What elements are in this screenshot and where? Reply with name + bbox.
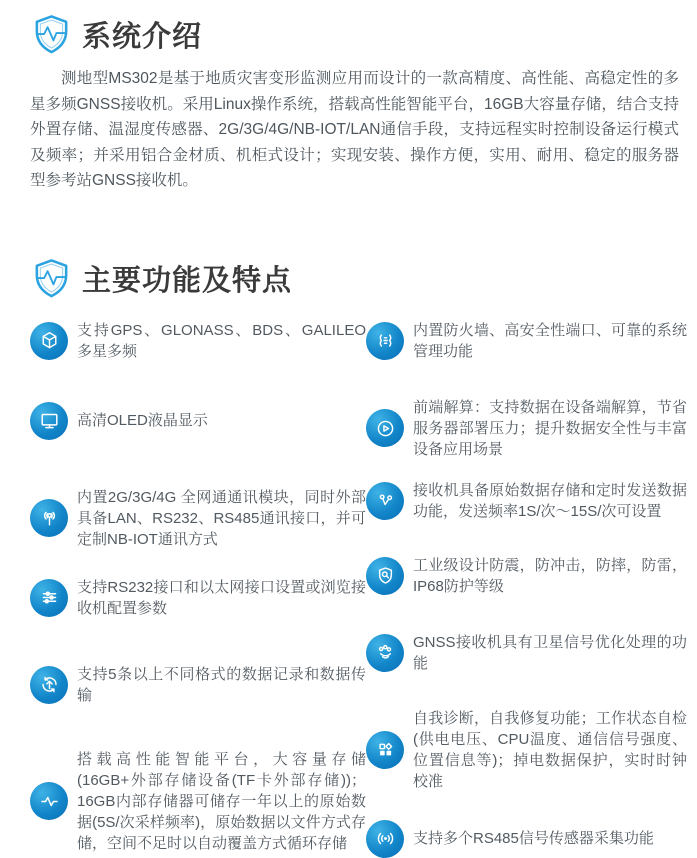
sliders-icon <box>30 579 68 617</box>
feature-item <box>366 632 687 674</box>
satellite-signal-icon <box>366 634 404 672</box>
feature-item <box>366 820 687 858</box>
firewall-icon <box>366 322 404 360</box>
feature-text: 前端解算：支持数据在设备端解算，节省服务器部署压力；提升数据安全性与丰富设备应用场景 <box>413 398 687 458</box>
features-column-right <box>366 320 687 858</box>
shield-check-icon <box>30 13 73 56</box>
data-nodes-icon <box>366 482 404 520</box>
feature-text: 高清OLED液晶显示 <box>77 412 208 429</box>
section-title-features: 主要功能及特点 <box>82 264 293 297</box>
upload-sync-icon <box>30 666 68 704</box>
pulse-icon <box>30 782 68 820</box>
feature-text: 内置防火墙、高安全性端口、可靠的系统管理功能 <box>413 321 687 360</box>
play-circle-icon <box>366 409 404 447</box>
shield-search-icon <box>366 557 404 595</box>
feature-text: 支持GPS、GLONASS、BDS、GALILEO多星多频 <box>77 321 366 360</box>
feature-text: 内置2G/3G/4G 全网通通讯模块，同时外部具备LAN、RS232、RS485通讯接口，并可定制NB-IOT通讯方式 <box>77 488 366 548</box>
shield-check-icon <box>30 257 73 300</box>
feature-text: 支持RS232接口和以太网接口设置或浏览接收机配置参数 <box>77 578 366 617</box>
feature-item <box>30 577 366 619</box>
broadcast-icon <box>366 820 404 858</box>
section-header-intro <box>30 13 687 56</box>
feature-item <box>366 555 687 597</box>
feature-item <box>30 320 366 362</box>
cube-icon <box>30 322 68 360</box>
feature-item <box>366 320 687 362</box>
section-header-features <box>30 257 687 300</box>
antenna-signal-icon <box>30 499 68 537</box>
self-check-blocks-icon <box>366 731 404 769</box>
feature-text: 支持多个RS485信号传感器采集功能 <box>413 830 654 847</box>
feature-item <box>366 708 687 792</box>
feature-item <box>30 664 366 706</box>
feature-text: GNSS接收机具有卫星信号优化处理的功能 <box>413 633 687 672</box>
monitor-icon <box>30 402 68 440</box>
feature-text: 接收机具备原始数据存储和定时发送数据功能，发送频率1S/次～15S/次可设置 <box>413 481 687 520</box>
features-grid <box>30 320 687 858</box>
feature-item <box>30 487 366 550</box>
feature-item <box>30 749 366 854</box>
intro-paragraph: 测地型MS302是基于地质灾害变形监测应用而设计的一款高精度、高性能、高稳定性的多星多频GNSS接收机。采用Linux操作系统，搭载高性能智能平台，16GB大容量存储，结合支持外置存储、温湿度传感器、2G/3G/4G/NB-IOT/LAN通信手段，支持远程实时控制设备运行模式及频率；并采用铝合金材质、机柜式设计；实现安装、操作方便，实用、耐用、稳定的服务器型参考站GNSS接收机。 <box>30 70 679 189</box>
section-title-intro: 系统介绍 <box>82 21 203 53</box>
features-column-left <box>30 320 366 858</box>
feature-item <box>366 480 687 522</box>
feature-text: 支持5条以上不同格式的数据记录和数据传输 <box>77 665 366 704</box>
feature-item <box>30 402 366 440</box>
feature-text: 自我诊断，自我修复功能；工作状态自检(供电电压、CPU温度、通信信号强度、位置信息等)；掉电数据保护，实时时钟校准 <box>413 709 687 790</box>
feature-item <box>366 397 687 460</box>
feature-text: 搭载高性能智能平台，大容量存储(16GB+外部存储设备(TF卡外部存储))；16GB内部存储器可储存一年以上的原始数据(5S/次采样频率)，原始数据以文件方式存储，空间不足时以自动覆盖方式循环存储 <box>77 750 366 852</box>
feature-text: 工业级设计防震，防冲击，防摔，防雷，IP68防护等级 <box>413 556 687 595</box>
